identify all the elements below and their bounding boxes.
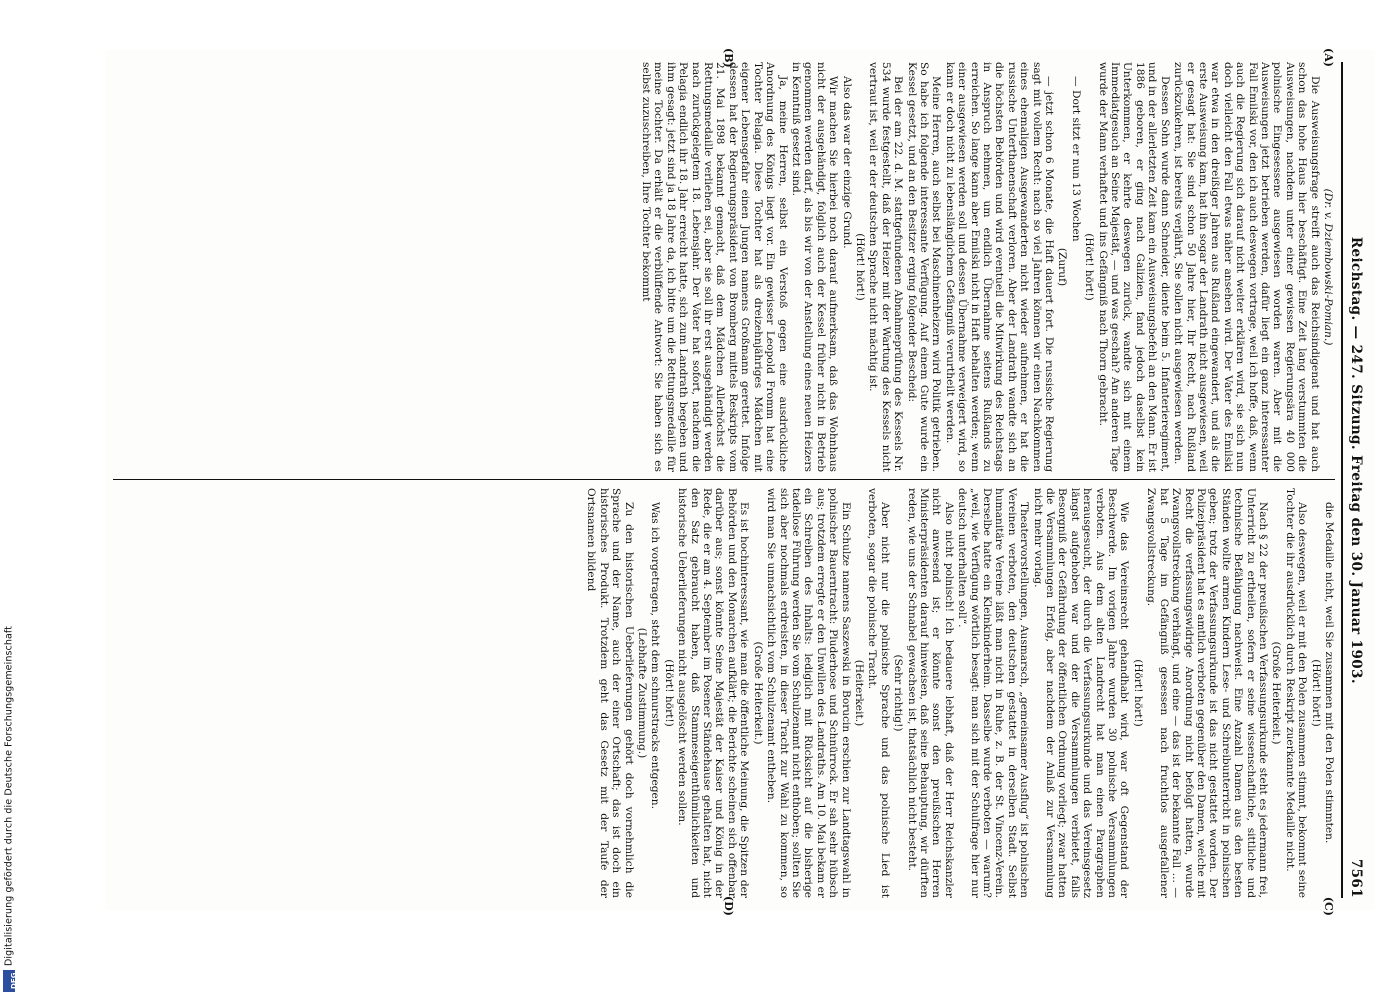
column-rule [113, 479, 1335, 480]
speaker-line: (Dr. v. Dziembowski-Pomian.) [1322, 188, 1334, 346]
paragraph: Wir machen Sie hierbei noch darauf aufmerksam, daß das Wohnhaus nicht der ausgehändigt, folglich auch der Kessel früher nicht in Betrieb genommen werden darf, als bis wir von der Anstellung eines neuen Heizers in Kenntniß gesetzt sind. [789, 62, 840, 472]
paragraph: Nach § 22 der preußischen Verfassungsurkunde steht es jedermann frei, Unterricht zu ertheilen, sofern er seine wissenschaftliche, sittliche und technische Befähigung nachweist. Eine Anzahl Damen aus den besten Ständen wollte armen Kindern Lese- und Schreibunterricht in polnischen geben; trotz der Verfassungsurkunde ist das nicht gestattet worden. Der Polizeipräsident hat es amtlich verboten gegenüber den Damen, welche mit Recht die verfassungswidrige Anordnung nicht befolgt hatten, wurde Zwangsvollstreckung verhängt, und eine — das ist der bekannte Fall ... — hat 5 Tage im Gefängniß gesessen nach fruchtlos ausgefallener Zwangsvollstreckung. [1145, 488, 1269, 898]
paragraph: Was ich vorgetragen, steht dem schnurstracks entgegen. [649, 502, 662, 809]
header-title: Reichstag. — 247. Sitzung. Freitag den 30. Januar 1903. [1348, 236, 1364, 684]
right-column [113, 488, 1335, 898]
interjection: (Hört! hört!) [853, 233, 866, 301]
paragraph: Bei der am 22. d. M. stattgefundenen Abnahmeprüfung des Kessels Nr. 534 wurde festgestellt, daß der Heizer mit der Wartung des Kessels nicht vertraut ist, weil er der deutschen Sprache nicht mächtig ist. [867, 62, 905, 472]
digitization-credit [2, 7, 16, 992]
margin-mark-c: (C) [1322, 896, 1335, 916]
interjection: (Hört! hört!) [662, 659, 675, 727]
page-number: 7561 [1348, 858, 1364, 898]
interjection: (Große Heiterkeit.) [751, 641, 764, 745]
paragraph: Also nicht polnisch! Ich bedauere lebhaft, daß der Herr Reichskanzler nicht anwesend ist; er könnte sonst den preußischen Herren Ministerpräsidenten darauf hinweisen, daß seine Behauptung, wir dürften reden, wie uns der Schnabel gewachsen ist, thatsächlich nicht besteht. [905, 488, 955, 898]
dfg-logo: DFG [3, 970, 15, 992]
paragraph: Die Ausweisungsfrage streift auch das Reichsindigenat und hat auch schon das hohe Haus hier beschäftigt. Eine Zeit lang verstummten die Ausweisungen, nachdem unter einer gewissen Regierungsära 40 000 polnische Eingesessene ausgewiesen worden waren. Aber mit die Ausweisungen jetzt betrieben werden, dafür liegt ein ganz interessanter Fall Emilski vor, den ich auch deswegen vortrage, weil ich hoffe, daß, wenn auch die Regierung sich darauf nicht weiter erklären wird, sie sich nun doch vielleicht den Fall etwas näher ansehen wird. Der Vater des Emilski war etwa in den dreißiger Jahren aus Rußland eingewandert, und als die erste Ausweisung kam, hat ihn sogar der Landrath nicht ausgewiesen, weil er gesagt hat: Sie sind schon 50 Jahre hier, Ihr Recht, nach Rußland zurückzukehren, ist bereits verjährt, Sie sollen nicht ausgewiesen werden. [1172, 62, 1321, 472]
page-header [1341, 62, 1369, 898]
interjection: (Sehr richtig!) [892, 654, 905, 732]
paragraph: Dessen Sohn wurde dann Schneider, diente beim 5. Infanterieregiment, und in der allerletzten Zeit kam ein Ausweisungsbefehl an den Mann. Er ist 1886 geboren, er ging nach Galizien, fand jedoch daselbst kein Unterkommen, er kehrte deswegen zurück, wandte sich mit einem Immediatgesuch an Seine Majestät, — und was geschah? Am anderen Tage wurde der Mann verhaftet und ins Gefängniß nach Thorn gebracht. [1096, 62, 1171, 472]
paragraph: Also das war der einzige Grund. [840, 76, 853, 249]
interjection: (Lebhafte Zustimmung.) [636, 627, 649, 759]
paragraph: Also deswegen, weil er mit den Polen zusammen stimmt, bekommt seine Tochter die ihr ausdrücklich durch Reskript zuerkannte Medaille nicht. [1283, 488, 1309, 898]
paragraph: Ein Schulze namens Saszewski in Borucin erschien zur Landtagswahl in polnischer Bauerntracht: Pluderhose und Schnürrock. Er sah sehr hübsch aus; trotzdem erregte er den Unwillen des Landraths. Am 10. Mai bekam er ein Schreiben des Inhalts: lediglich mit Rücksicht auf die bisherige tadellose Führung werden Sie vom Schulzenamt nicht enthoben; sollten Sie sich aber nochmals erdreisten, in dieser Tracht zur Wahl zu kommen, so wird man Sie unnachsichtlich vom Schulzenamt entheben. [765, 488, 852, 898]
interjection: (Hört! hört!) [1083, 233, 1096, 301]
paragraph: Zu den historischen Ueberlieferungen gehört doch vornehmlich die Sprache und der Name, auch der einer Ortschaft; das ist doch ein historisches Produkt. Trotzdem geht das Gesetz mit der Taufe der Ortsnamen bildend [585, 488, 635, 898]
interjection: (Zuruf) [1056, 247, 1069, 287]
margin-mark-b: (B) [722, 48, 735, 68]
left-column [113, 62, 1335, 472]
interjection: (Große Heiterkeit.) [1270, 641, 1283, 745]
paragraph: Aber nicht nur die polnische Sprache und das polnische Lied ist verboten, sogar die polnische Tracht. [866, 488, 891, 898]
paragraph: die Medaille nicht, weil Sie zusammen mit den Polen stimmten. [1323, 502, 1335, 844]
interjection: (Hört! hört!) [1131, 659, 1144, 727]
paragraph: Ja, meine Herren, selbst ein Verstoß gegen eine ausdrückliche Anordnung des Königs liegt vor. Ein gewisser Leopold Fromm hat eine Tochter Pelagia. Diese Tochter hat als dreizehnjähriges Mädchen mit eigener Lebensgefahr einen Jungen namens Großmann gerettet. Infolge dessen hat der Regierungspräsident von Bromberg mittels Reskripts vom 21. Mai 1898 bekannt gemacht, daß dem Mädchen Allerhöchst die Rettungsmedaille verliehen sei, aber sie soll ihr erst ausgehändigt werden nach zurückgelegtem 18. Lebensjahr. Der Vater hat sofort, nachdem die Pelagia endlich ihr 18. Jahr erreicht hatte, sich zum Landrath begeben und ihm gesagt: jetzt sind ja 18 Jahre da, ich bitte um die Rettungsmedaille für meine Tochter. Da erhält er die verblüffende Antwort: Sie haben sich es selbst zuzuschreiben, Ihre Tochter bekommt [640, 62, 789, 472]
paragraph: Wie das Vereinsrecht gehandhabt wird, war oft Gegenstand der Beschwerde. Im vorigen Jahre wurden 30 polnische Versammlungen verboten. Aus dem alten Landrecht hat man einen Paragraphen herausgesucht, der durch die Verfassungsurkunde und das Vereinsgesetz längst aufgehoben war und der die Versammlungen verbietet, falls Besorgniß der Gefährdung der öffentlichen Ordnung vorliegt; zwar hatten die Versammlungen Erfolg, aber nachdem der Anlaß zur Versammlung nicht mehr vorlag. [1031, 488, 1131, 898]
credit-text: Digitalisierung gefördert durch die Deutsche Forschungsgemeinschaft [3, 626, 15, 966]
paragraph: Meine Herren, auch selbst bei Maschinenheizern wird Politik getrieben. So habe ich folgende interessante Verfügung. Auf einem Gute wurde ein Kessel gesetzt, und an den Besitzer erging folgender Bescheid: [905, 62, 943, 472]
paragraph: — Dort sitzt er nun 13 Wochen [1069, 76, 1082, 242]
interjection: (Hört! hört!) [1309, 659, 1322, 727]
newspaper-page [105, 48, 1375, 916]
paragraph: — jetzt schon 6 Monate, die Haft dauert fort. Die russische Regierung sagt mit vollem Recht: nach so viel Jahren können wir einen Nachkommen eines ehemaligen Ausgewanderten nicht wieder aufnehmen, er hat die russische Unterthanenschaft verloren. Aber der Landrath wandte sich an die höchsten Behörden und wird eventuell die Mitwirkung des Reichstags in Anspruch nehmen, um endlich Übernahme seitens Rußlands zu erreichen. So lange kann aber Emilski nicht in Haft behalten werden; wenn einer ausgewiesen werden soll und dessen Übernahme verweigert wird, so kann er doch nicht zu lebenslänglichem Gefängniß verurtheilt werden. [943, 62, 1056, 472]
page-wrap [100, 45, 1380, 915]
margin-mark-a: (A) [1322, 48, 1335, 67]
paragraph: Es ist hochinteressant, wie man die öffentliche Meinung, die Spitzen der Behörden und den Monarchen aufklärt; die Berichte scheinen sich offenbar darüber aus; sonst könnte Seine Majestät der Kaiser und König in der Rede, die er am 4. September im Posener Ständehause gehalten hat, nicht den Satz gebraucht haben, daß Stammeseigenthümlichkeiten und historische Ueberlieferungen nicht ausgelöscht werden sollen. [676, 488, 751, 898]
margin-mark-d: (D) [722, 896, 735, 916]
paragraph: Theatervorstellungen, Ausmarsch, „gemeinsamer Ausflug“ ist polnischen Vereinen verboten, den deutschen gestattet in derselben Stadt. Selbst humanitäre Vereine läßt man nicht in Ruhe, z. B. der St. Vincenz-Verein. Derselbe hatte ein Kleinkinderheim. Dasselbe wurde verboten — warum? „weil, wie Verfügung wörtlich besagt: man sich mit der Schulfrage hier nur deutsch unterhalten soll“. [956, 488, 1031, 898]
interjection: (Heiterkeit.) [852, 659, 865, 727]
